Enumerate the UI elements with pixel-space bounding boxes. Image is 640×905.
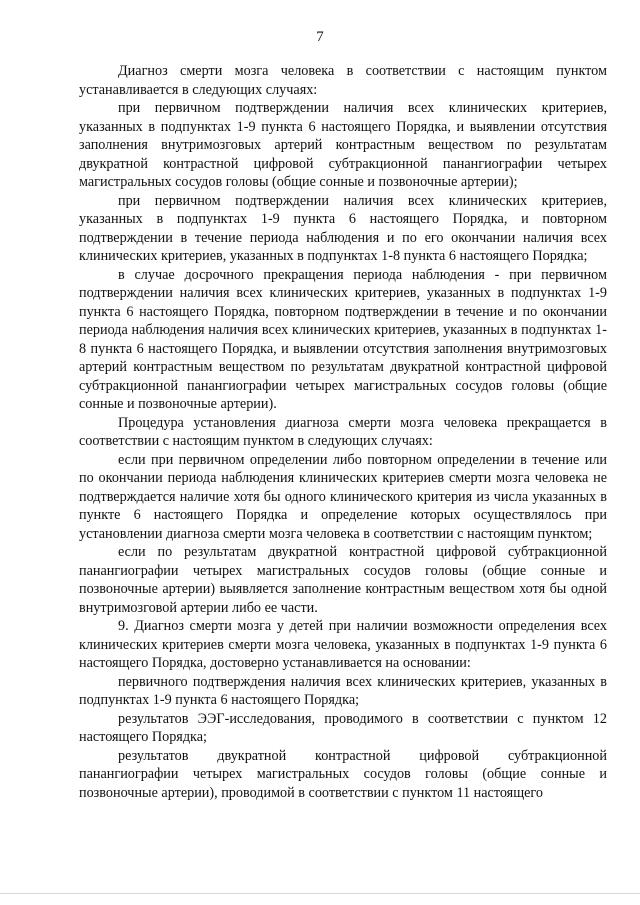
paragraph: Диагноз смерти мозга человека в соответствии с настоящим пунктом устанавливается в следующих случаях: (79, 63, 607, 98)
paragraph: 9. Диагноз смерти мозга у детей при наличии возможности определения всех клинических критериев смерти мозга человека, указанных в подпунктах 1-9 пункта 6 настоящего Порядка, достоверно устанавливается на основании: (79, 618, 607, 671)
scan-edge-line (0, 893, 640, 894)
paragraph: при первичном подтверждении наличия всех клинических критериев, указанных в подпунктах 1-9 пункта 6 настоящего Порядка, и выявлении отсутствия заполнения внутримозговых артерий контрастным веществом по результатам двукратной контрастной цифровой субтракционной панангиографии четырех магистральных сосудов головы (общие сонные и позвоночные артерии); (79, 100, 607, 190)
paragraph: при первичном подтверждении наличия всех клинических критериев, указанных в подпунктах 1-9 пункта 6 настоящего Порядка, и повторном подтверждении в течение периода наблюдения и по его окончании наличия всех клинических критериев, указанных в подпунктах 1-8 пункта 6 настоящего Порядка; (79, 192, 607, 264)
page-number: 7 (316, 29, 324, 45)
paragraph: результатов ЭЭГ-исследования, проводимого в соответствии с пунктом 12 настоящего Порядка; (79, 710, 607, 745)
paragraph: результатов двукратной контрастной цифровой субтракционной панангиографии четырех магистральных сосудов головы (общие сонные и позвоночные артерии), проводимой в соответствии с пунктом 11 настоящего (79, 747, 607, 801)
paragraph: Процедура установления диагноза смерти мозга человека прекращается в соответствии с настоящим пунктом в следующих случаях: (79, 414, 607, 449)
paragraph: если при первичном определении либо повторном определении в течение или по окончании периода наблюдения клинических критериев смерти мозга человека не подтверждается наличие хотя бы одного клинического критерия из числа указанных в пункте 6 настоящего Порядка и определение которых осуществлялось при установлении диагноза смерти мозга человека в соответствии с настоящим пунктом; (79, 451, 607, 542)
paragraph: в случае досрочного прекращения периода наблюдения - при первичном подтверждении наличия всех клинических критериев, указанных в подпунктах 1-9 пункта 6 настоящего Порядка, повторном подтверждении в течение и по окончании периода наблюдения наличия всех клинических критериев, указанных в подпунктах 1-8 пункта 6 настоящего Порядка, и выявлении отсутствия заполнения внутримозговых артерий контрастным веществом по результатам двукратной контрастной цифровой субтракционной панангиографии четырех магистральных сосудов головы (общие сонные и позвоночные артерии). (79, 266, 607, 412)
document-body (79, 62, 607, 802)
paragraph: первичного подтверждения наличия всех клинических критериев, указанных в подпунктах 1-9 пункта 6 настоящего Порядка; (79, 673, 607, 708)
paragraph: если по результатам двукратной контрастной цифровой субтракционной панангиографии четырех магистральных сосудов головы (общие сонные и позвоночные артерии) выявляется заполнение контрастным веществом хотя бы одной внутримозговой артерии либо ее части. (79, 544, 607, 616)
